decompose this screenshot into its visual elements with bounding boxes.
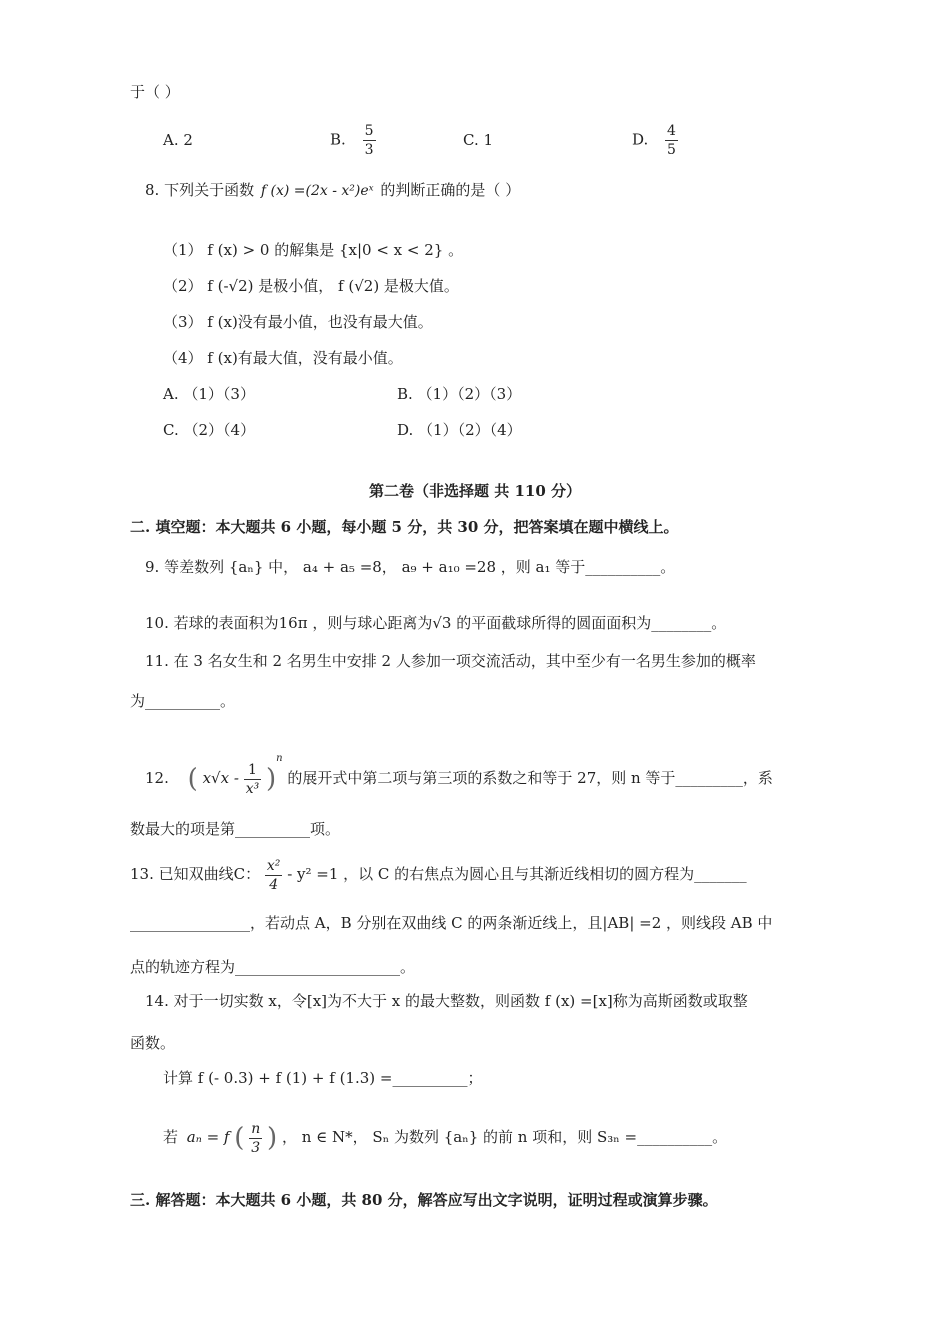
q11-line-2: 为__________。	[130, 692, 236, 710]
q7-option-d	[632, 122, 678, 159]
q12-number: 12.	[145, 769, 169, 787]
q14-paren-close: )	[267, 1123, 278, 1153]
q13-frac-num: x²	[266, 857, 281, 874]
q13-line-2: ________________，若动点 A，B 分别在双曲线 C 的两条渐近线上，且|AB| =2 ，则线段 AB 中	[130, 914, 773, 932]
q7-option-c: C. 1	[463, 131, 494, 149]
q7-option-d-label: D.	[632, 130, 649, 149]
q13-line-1	[130, 852, 747, 896]
q13-line-3: 点的轨迹方程为______________________。	[130, 958, 416, 976]
q8-option-c: C. （2）（4）	[163, 421, 256, 439]
q12-frac-num: 1	[247, 761, 257, 778]
q12-fraction	[244, 761, 262, 798]
q13-pre: 13. 已知双曲线C：	[130, 865, 261, 883]
q13-fraction	[265, 857, 283, 894]
q14-an: aₙ = f	[186, 1128, 230, 1146]
q8-statement-1: （1） f (x) > 0 的解集是 {x|0 < x < 2} 。	[163, 241, 464, 259]
q12-paren-open: (	[187, 764, 198, 794]
q14-frac-den: 3	[249, 1138, 262, 1157]
q8-statement-3: （3） f (x)没有最小值，也没有最大值。	[163, 313, 433, 331]
q7-option-a: A. 2	[163, 131, 193, 149]
section2-title: 第二卷（非选择题 共 110 分）	[369, 482, 581, 500]
q7-option-b	[330, 122, 376, 159]
q14-if-pre: 若	[163, 1128, 179, 1146]
q7-option-b-fraction	[363, 122, 376, 159]
q14-line-1: 14. 对于一切实数 x，令[x]为不大于 x 的最大整数，则函数 f (x) =[x]称为高斯函数或取整	[145, 992, 748, 1010]
q9: 9. 等差数列 {aₙ} 中， a₄ + a₅ =8， a₉ + a₁₀ =28 ，则 a₁ 等于__________。	[145, 558, 676, 576]
q8-statement-4: （4） f (x)有最大值，没有最小值。	[163, 349, 403, 367]
q10: 10. 若球的表面积为16π ，则与球心距离为√3 的平面截球所得的圆面面积为________。	[145, 614, 727, 632]
q8-stem-func: f (x) =(2x - x²)eˣ	[260, 183, 374, 199]
q12-paren-close: )	[265, 764, 277, 794]
q7-option-d-fraction	[665, 122, 678, 159]
section2-heading: 二. 填空题：本大题共 6 小题，每小题 5 分，共 30 分，把答案填在题中横线上。	[130, 518, 679, 536]
q12-expr: x√x -	[202, 769, 239, 787]
q14-frac-num: n	[251, 1120, 261, 1137]
q8-stem-pre: 8. 下列关于函数	[145, 181, 255, 199]
q8-stem-post: 的判断正确的是（ ）	[380, 181, 521, 199]
q8-statement-2: （2） f (-√2) 是极小值， f (√2) 是极大值。	[163, 277, 459, 295]
q8-option-d: D. （1）（2）（4）	[397, 421, 522, 439]
q7-tail: 于（ ）	[130, 83, 180, 101]
q12-line-1	[145, 733, 773, 797]
section3-heading: 三. 解答题：本大题共 6 小题，共 80 分，解答应写出文字说明，证明过程或演算步骤。	[130, 1191, 718, 1209]
q8-option-b: B. （1）（2）（3）	[397, 385, 522, 403]
q12-exponent: n	[276, 753, 283, 764]
q7-b-den: 3	[364, 142, 374, 158]
q7-d-den: 5	[667, 142, 676, 158]
q7-d-num: 4	[667, 123, 676, 139]
q14-line-2: 函数。	[130, 1034, 176, 1052]
q7-b-num: 5	[364, 123, 374, 139]
q8-stem	[145, 180, 520, 201]
q14-if-post: ， n ∈ N*， Sₙ 为数列 {aₙ} 的前 n 项和，则 S₃ₙ =__________。	[281, 1128, 728, 1146]
q12-line-2: 数最大的项是第__________项。	[130, 820, 341, 838]
q14-if-line	[163, 1112, 727, 1162]
q12-text: 的展开式中第二项与第三项的系数之和等于 27，则 n 等于_________，系	[287, 769, 773, 787]
q14-paren-open: (	[234, 1123, 245, 1153]
q7-option-b-label: B.	[330, 130, 346, 149]
q13-post: - y² =1 ，以 C 的右焦点为圆心且与其渐近线相切的圆方程为_______	[287, 865, 747, 883]
q11-line-1: 11. 在 3 名女生和 2 名男生中安排 2 人参加一项交流活动，其中至少有一名男生参加的概率	[145, 652, 756, 670]
q8-option-a: A. （1）（3）	[163, 385, 255, 403]
q13-frac-den: 4	[265, 875, 283, 894]
q14-calc: 计算 f (- 0.3) + f (1) + f (1.3) =__________；	[163, 1069, 483, 1087]
q14-fraction	[249, 1120, 262, 1157]
q12-frac-den: x³	[245, 780, 260, 797]
